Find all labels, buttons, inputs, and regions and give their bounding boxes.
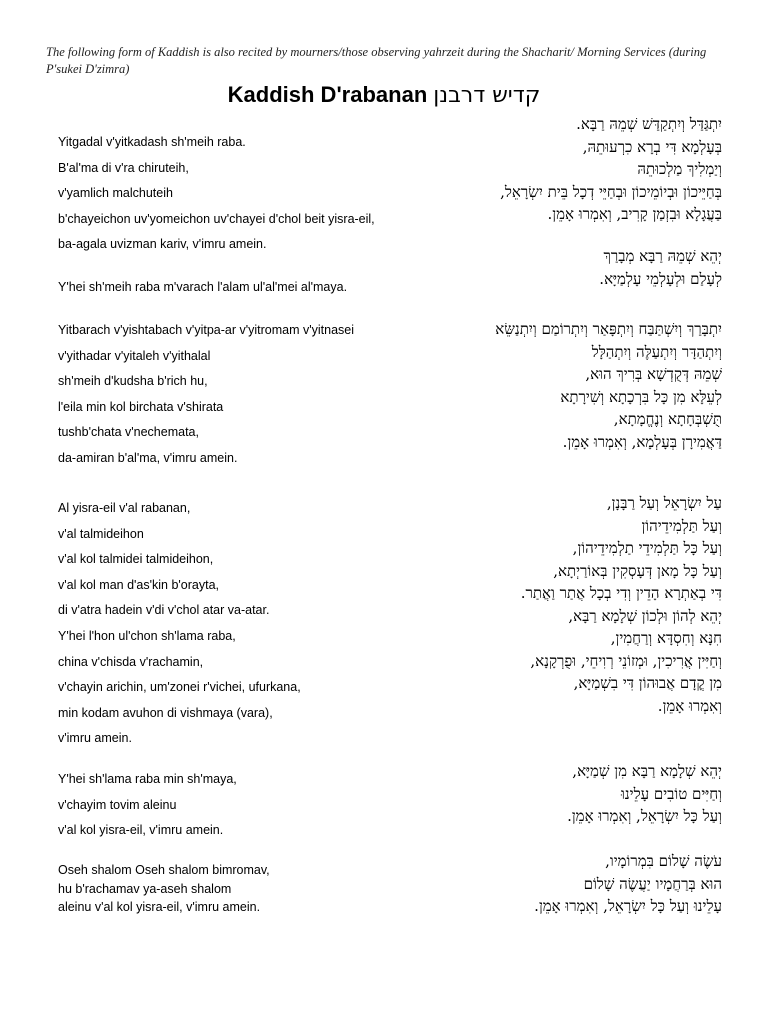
intro-note: The following form of Kaddish is also recited by mourners/those observing yahrzeit during the Shacharit/ Morning Services (during P'sukei D'zimra) [46, 45, 707, 76]
transliteration-line: v'chayim tovim aleinu [58, 797, 177, 812]
hebrew-line: הוּא בְּרַחֲמָיו יַעֲשֶׂה שָׁלוֹם [583, 874, 722, 893]
hebrew-line: וְיִתְהַדָּר וְיִתְעַלֶּה וְיִתְהַלָּל [591, 342, 722, 361]
transliteration-line: sh'meih d'kudsha b'rich hu, [58, 374, 208, 388]
hebrew-line: עֹשֶׂה שָׁלוֹם בִּמְרוֹמָיו, [605, 852, 722, 870]
transliteration-line: aleinu v'al kol yisra-eil, v'imru amein. [58, 900, 261, 914]
title-english: Kaddish D'rabanan [227, 82, 428, 107]
title-hebrew: קדיש דרבנן [433, 83, 541, 108]
hebrew-block [392, 245, 722, 290]
hebrew-line: וְעַל כָּל יִשְׂרָאֵל, וְאִמְרוּ אָמֵן. [567, 807, 722, 825]
hebrew-line: וְחַיִּים טוֹבִים עָלֵינוּ [620, 784, 722, 803]
hebrew-line: עַל יִשְׂרָאֵל וְעַל רַבָּנָן, [606, 494, 722, 512]
transliteration-line: Oseh shalom Oseh shalom bimromav, [58, 863, 270, 877]
hebrew-line: בְּעָלְמָא דִּי בְרָא כִרְעוּתֵהּ, [582, 137, 722, 156]
transliteration-block [58, 318, 438, 471]
hebrew-block [392, 850, 722, 918]
hebrew-line: וְעַל תַּלְמִידֵיהוֹן [641, 516, 722, 535]
hebrew-block [392, 318, 722, 453]
transliteration-line: B'al'ma di v'ra chiruteih, [58, 160, 189, 175]
transliteration-line: b'chayeichon uv'yomeichon uv'chayei d'chol beit yisra-eil, [58, 211, 375, 226]
transliteration-line: Y'hei sh'meih raba m'varach l'alam ul'al'mei al'maya. [58, 280, 348, 294]
transliteration-block [58, 496, 438, 752]
transliteration-line: di v'atra hadein v'di v'chol atar va-atar. [58, 603, 270, 618]
hebrew-line: יְהֵא לְהוֹן וּלְכוֹן שְׁלָמָא רַבָּא, [568, 606, 722, 625]
hebrew-line: לְעֵלָּא מִן כָּל בִּרְכָתָא וְשִׁירָתָא [560, 387, 722, 406]
hebrew-block [392, 113, 722, 226]
transliteration-line: v'al talmideihon [58, 526, 144, 541]
hebrew-line: וְאִמְרוּ אָמֵן. [657, 696, 722, 715]
transliteration-line: ba-agala uvizman kariv, v'imru amein. [58, 237, 267, 251]
hebrew-line: דִּי בְאַתְרָא הָדֵין וְדִי בְכָל אֲתַר וַאֲתַר. [520, 584, 722, 602]
hebrew-line: וְיַמְלִיךְ מַלְכוּתֵהּ [637, 160, 722, 178]
transliteration-line: v'al kol man d'as'kin b'orayta, [58, 577, 220, 592]
hebrew-block [392, 492, 722, 717]
hebrew-line: דַּאֲמִירָן בְּעָלְמָא, וְאִמְרוּ אָמֵן. [562, 432, 722, 451]
transliteration-line: Y'hei sh'lama raba min sh'maya, [58, 772, 237, 786]
hebrew-line: תֻּשְׁבְּחָתָא וְנֶחֱמָתָא, [613, 410, 722, 428]
hebrew-line: וְחַיִּין אֲרִיכִין, וּמְזוֹנֵי רְוִיחֵי, וּפֻרְקָנָא, [530, 651, 722, 670]
hebrew-line: וְעַל כָּל מָאן דְּעָסְקִין בְּאוֹרַיְתָא, [553, 561, 722, 580]
transliteration-line: Yitbarach v'yishtabach v'yitpa-ar v'yitromam v'yitnasei [58, 323, 354, 337]
page-title [0, 82, 768, 108]
transliteration-line: Yitgadal v'yitkadash sh'meih raba. [58, 135, 246, 149]
transliteration-line: tushb'chata v'nechemata, [58, 425, 199, 439]
transliteration-line: l'eila min kol birchata v'shirata [58, 399, 224, 414]
transliteration-line: v'yamlich malchuteih [58, 186, 173, 200]
transliteration-block [58, 130, 438, 258]
hebrew-line: יִתְגַּדַּל וְיִתְקַדַּשׁ שְׁמֵהּ רַבָּא. [576, 115, 722, 133]
hebrew-line: יְהֵא שְׁמֵהּ רַבָּא מְבָרַךְ [603, 247, 722, 265]
transliteration-line: v'chayin arichin, um'zonei r'vichei, ufurkana, [58, 680, 301, 695]
transliteration-line: v'al kol yisra-eil, v'imru amein. [58, 823, 224, 837]
transliteration-block [58, 275, 438, 301]
hebrew-line: עָלֵינוּ וְעַל כָּל יִשְׂרָאֵל, וְאִמְרוּ אָמֵן. [534, 897, 722, 915]
hebrew-line: לְעָלַם וּלְעָלְמֵי עָלְמַיָּא. [599, 269, 722, 288]
hebrew-line: מִן קֳדָם אֲבוּהוֹן דִּי בִשְׁמַיָּא, [573, 674, 722, 692]
hebrew-line: יִתְבָּרַךְ וְיִשְׁתַּבַּח וְיִתְפָּאַר וְיִתְרוֹמַם וְיִתְנַשֵּׂא [495, 320, 722, 338]
hebrew-line: שְׁמֵהּ דְּקֻדְשָׁא בְּרִיךְ הוּא, [585, 365, 722, 383]
hebrew-line: יְהֵא שְׁלָמָא רַבָּא מִן שְׁמַיָּא, [572, 762, 722, 780]
transliteration-block [58, 861, 438, 917]
transliteration-line: min kodam avuhon di vishmaya (vara), [58, 705, 273, 720]
hebrew-line: בַּעֲגָלָא וּבִזְמַן קָרִיב, וְאִמְרוּ אָמֵן. [547, 205, 722, 223]
transliteration-line: hu b'rachamav ya-aseh shalom [58, 881, 232, 896]
transliteration-block [58, 767, 438, 844]
transliteration-line: Y'hei l'hon ul'chon sh'lama raba, [58, 628, 236, 643]
hebrew-line: חִנָּא וְחִסְדָּא וְרַחֲמִין, [610, 629, 722, 647]
transliteration-line: v'imru amein. [58, 731, 132, 746]
transliteration-line: china v'chisda v'rachamin, [58, 654, 204, 669]
transliteration-line: v'al kol talmidei talmideihon, [58, 552, 214, 567]
transliteration-line: Al yisra-eil v'al rabanan, [58, 501, 191, 515]
transliteration-line: da-amiran b'al'ma, v'imru amein. [58, 450, 238, 465]
hebrew-line: וְעַל כָּל תַּלְמִידֵי תַלְמִידֵיהוֹן, [572, 539, 722, 557]
hebrew-line: בְּחַיֵּיכוֹן וּבְיוֹמֵיכוֹן וּבְחַיֵּי דְכָל בֵּית יִשְׂרָאֵל, [500, 182, 722, 201]
transliteration-line: v'yithadar v'yitaleh v'yithalal [58, 348, 211, 363]
hebrew-block [392, 760, 722, 828]
